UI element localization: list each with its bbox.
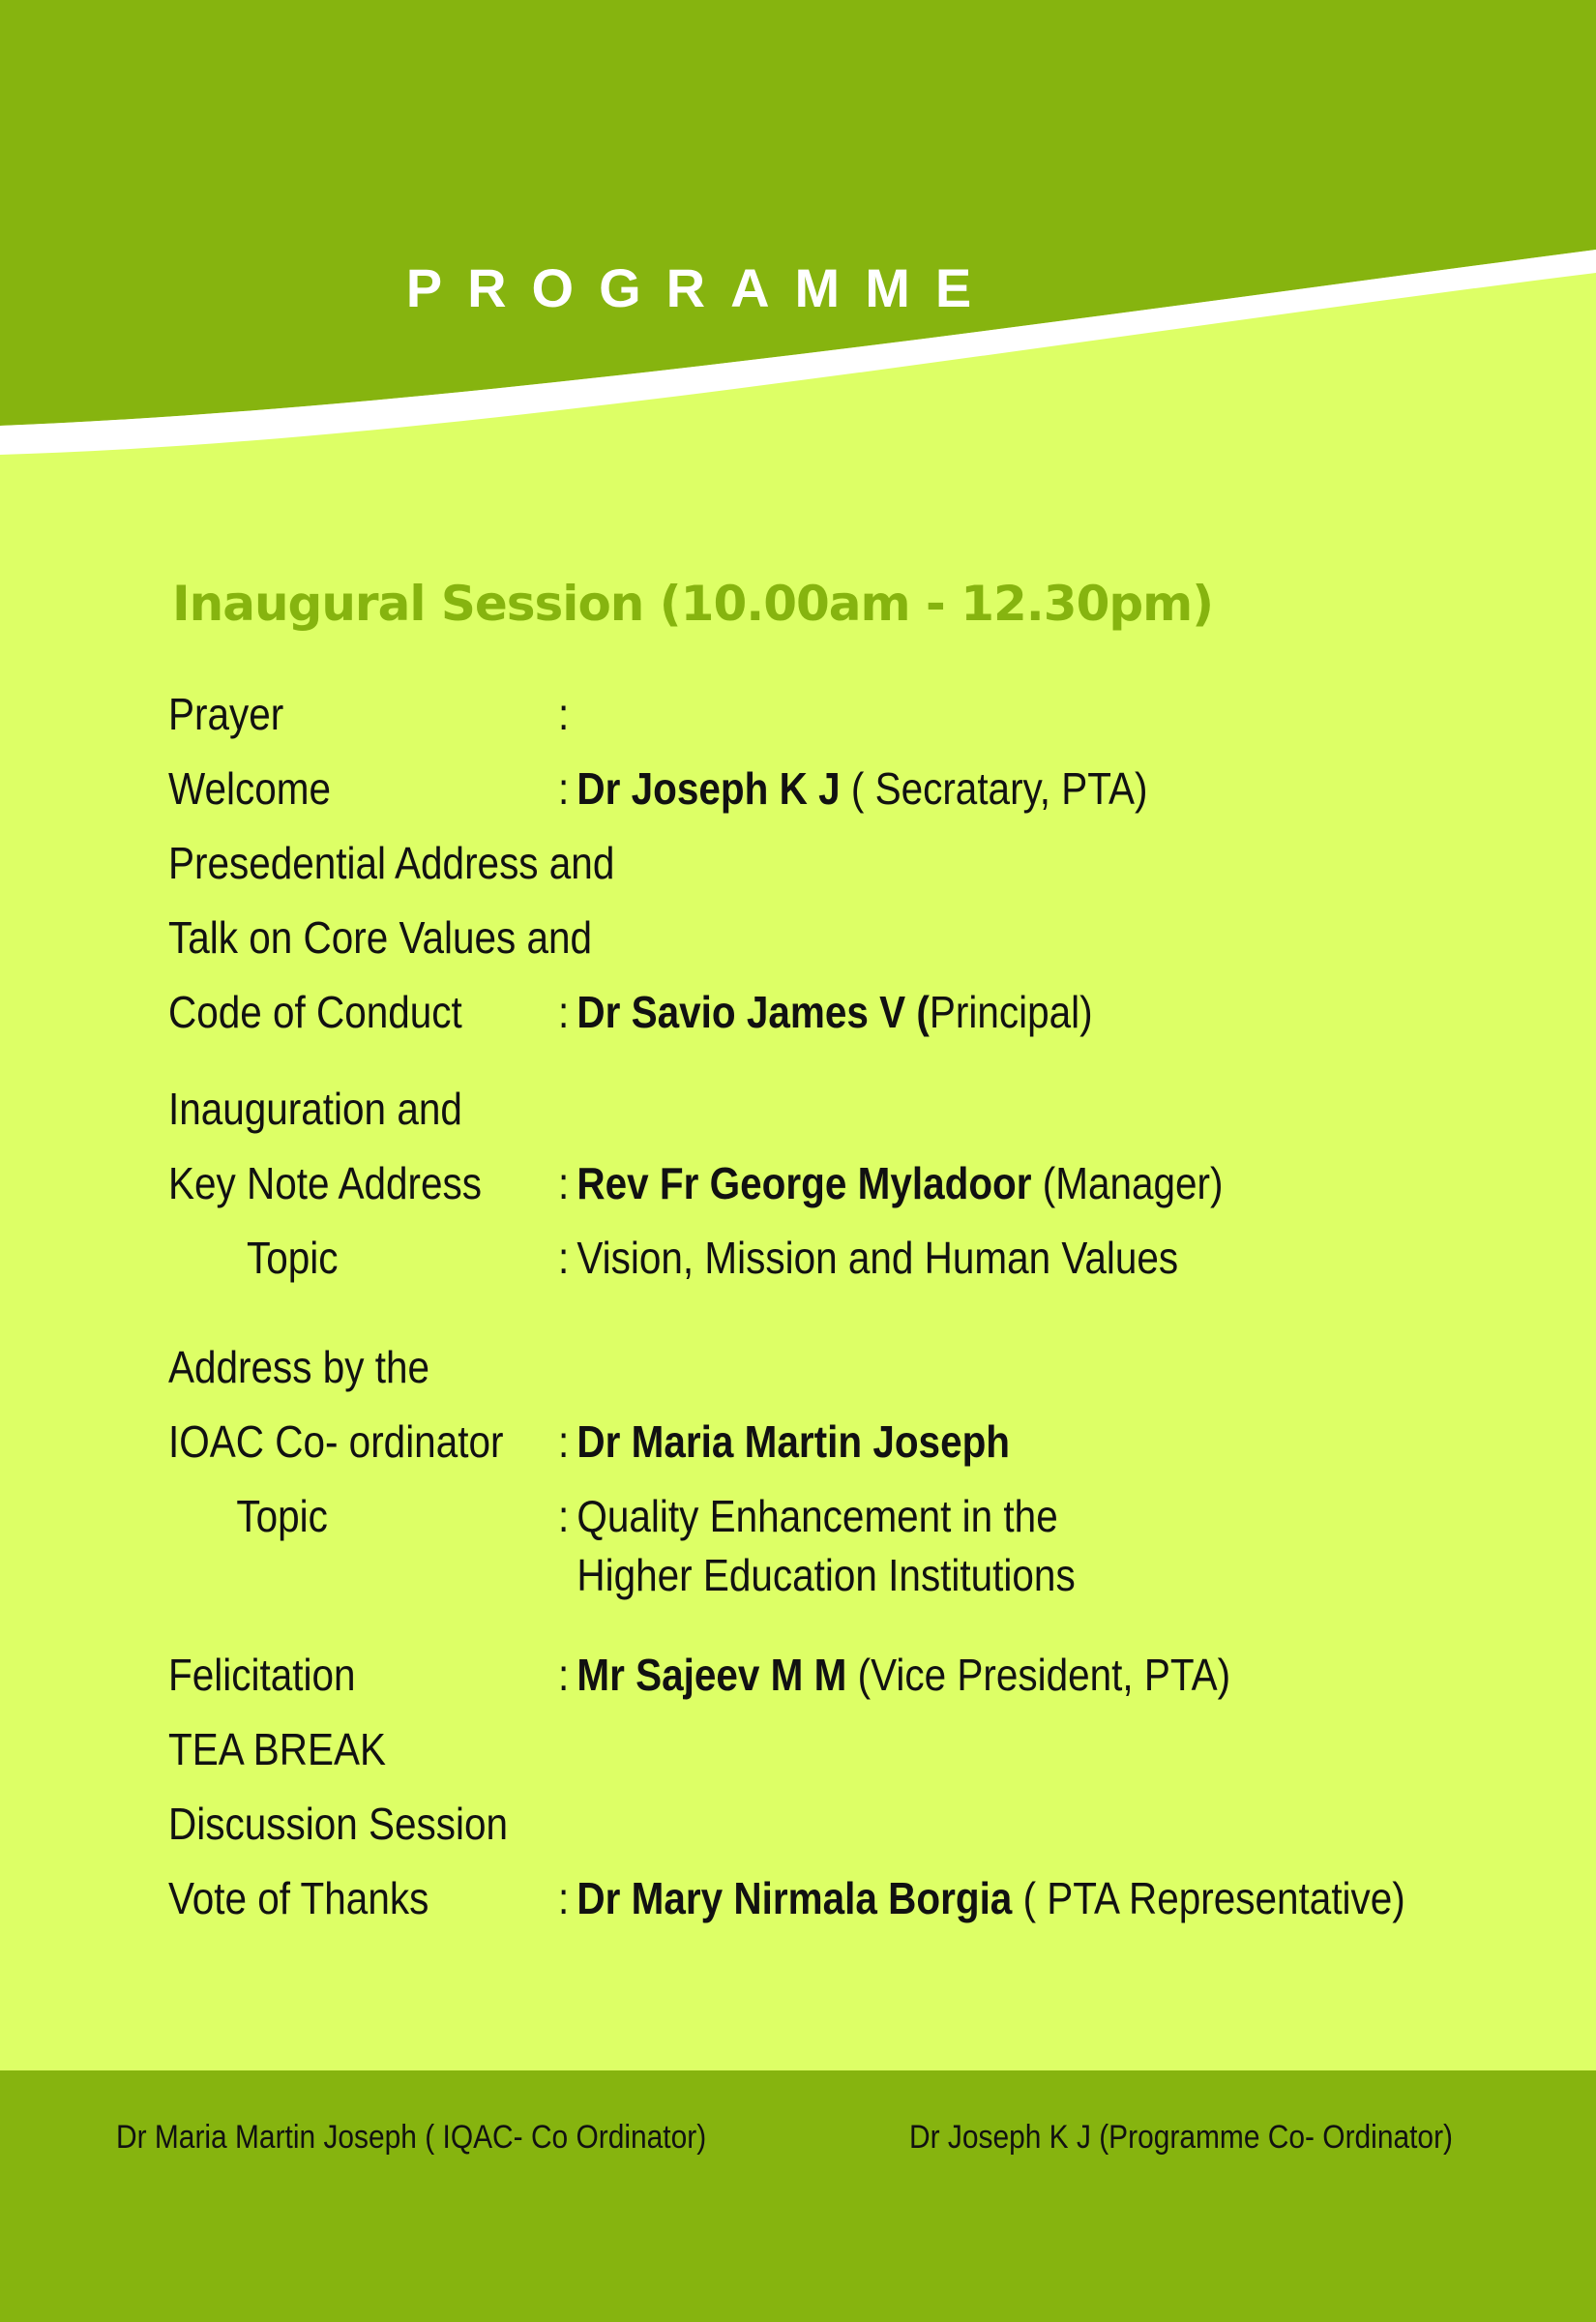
colon: : [558, 1650, 570, 1700]
vote-label: Vote of Thanks [168, 1873, 429, 1923]
speaker-role: ( PTA Representative) [1012, 1873, 1405, 1923]
programme-row-welcome [168, 755, 1360, 822]
footer-banner [0, 2070, 1596, 2322]
speaker-role: Principal) [929, 987, 1093, 1037]
welcome-label: Welcome [168, 763, 331, 814]
colon: : [558, 689, 570, 739]
iqac-label-line2: IOAC Co- ordinator [168, 1416, 504, 1467]
felicitation-label: Felicitation [168, 1650, 356, 1700]
presidential-label-line3: Code of Conduct [168, 987, 462, 1037]
topic-label: Topic [236, 1491, 328, 1541]
tea-break-label: TEA BREAK [168, 1724, 386, 1774]
programme-row-inauguration-1 [168, 1075, 1360, 1143]
programme-row-inauguration-topic [168, 1224, 1360, 1292]
colon: : [558, 1158, 570, 1208]
programme-row-vote-of-thanks [168, 1864, 1405, 1932]
inauguration-label-line2: Key Note Address [168, 1158, 483, 1208]
speaker-name: Dr Joseph K J [576, 763, 841, 814]
iqac-speaker [576, 1408, 1010, 1475]
presidential-speaker [576, 978, 1092, 1046]
programme-title: PROGRAMME [405, 257, 997, 318]
speaker-name: Dr Mary Nirmala Borgia [576, 1873, 1013, 1923]
header-banner [0, 0, 1596, 464]
inauguration-label-line1: Inauguration and [168, 1084, 462, 1134]
colon: : [558, 1233, 570, 1283]
programme-row-tea-break [168, 1715, 1360, 1783]
colon: : [558, 1873, 570, 1923]
iqac-topic-line1: Quality Enhancement in the [576, 1491, 1058, 1541]
colon: : [558, 987, 570, 1037]
programme-row-iqac-1 [168, 1333, 1360, 1401]
speaker-name: Rev Fr George Myladoor [576, 1158, 1032, 1208]
colon: : [558, 1416, 570, 1467]
header-wave-shape [0, 0, 1596, 464]
speaker-name: Mr Sajeev M M [576, 1650, 847, 1700]
colon: : [558, 1491, 570, 1541]
speaker-name: Dr Savio James V ( [576, 987, 930, 1037]
programme-row-discussion [168, 1790, 1360, 1858]
speaker-role: (Vice President, PTA) [846, 1650, 1231, 1700]
programme-row-felicitation [168, 1641, 1360, 1709]
iqac-topic-line2: Higher Education Institutions [576, 1550, 1076, 1600]
programme-row-presidential-3 [168, 978, 1360, 1046]
programme-row-presidential-2 [168, 904, 1360, 971]
programme-row-inauguration-2 [168, 1149, 1360, 1217]
speaker-role: (Manager) [1031, 1158, 1224, 1208]
prayer-label: Prayer [168, 689, 284, 739]
colon: : [558, 763, 570, 814]
iqac-label-line1: Address by the [168, 1342, 430, 1392]
session-heading: Inaugural Session (10.00am - 12.30pm) [172, 576, 1214, 632]
programme-row-iqac-2 [168, 1408, 1360, 1475]
felicitation-speaker [576, 1641, 1230, 1709]
footer-iqac-coordinator: Dr Maria Martin Joseph ( IQAC- Co Ordinator) [116, 2119, 707, 2156]
programme-row-prayer [168, 680, 1360, 748]
topic-label: Topic [246, 1233, 339, 1283]
inauguration-speaker [576, 1149, 1223, 1217]
vote-speaker [576, 1864, 1404, 1932]
welcome-speaker [576, 755, 1147, 822]
presidential-label-line2: Talk on Core Values and [168, 912, 593, 963]
presidential-label-line1: Presedential Address and [168, 838, 615, 888]
programme-row-presidential-1 [168, 829, 1360, 897]
speaker-name: Dr Maria Martin Joseph [576, 1416, 1011, 1467]
discussion-label: Discussion Session [168, 1799, 508, 1849]
speaker-role: ( Secratary, PTA) [840, 763, 1148, 814]
programme-row-iqac-topic [168, 1482, 1360, 1550]
footer-programme-coordinator: Dr Joseph K J (Programme Co- Ordinator) [909, 2119, 1454, 2156]
programme-row-iqac-topic-2 [168, 1541, 1360, 1609]
inauguration-topic: Vision, Mission and Human Values [576, 1233, 1179, 1283]
